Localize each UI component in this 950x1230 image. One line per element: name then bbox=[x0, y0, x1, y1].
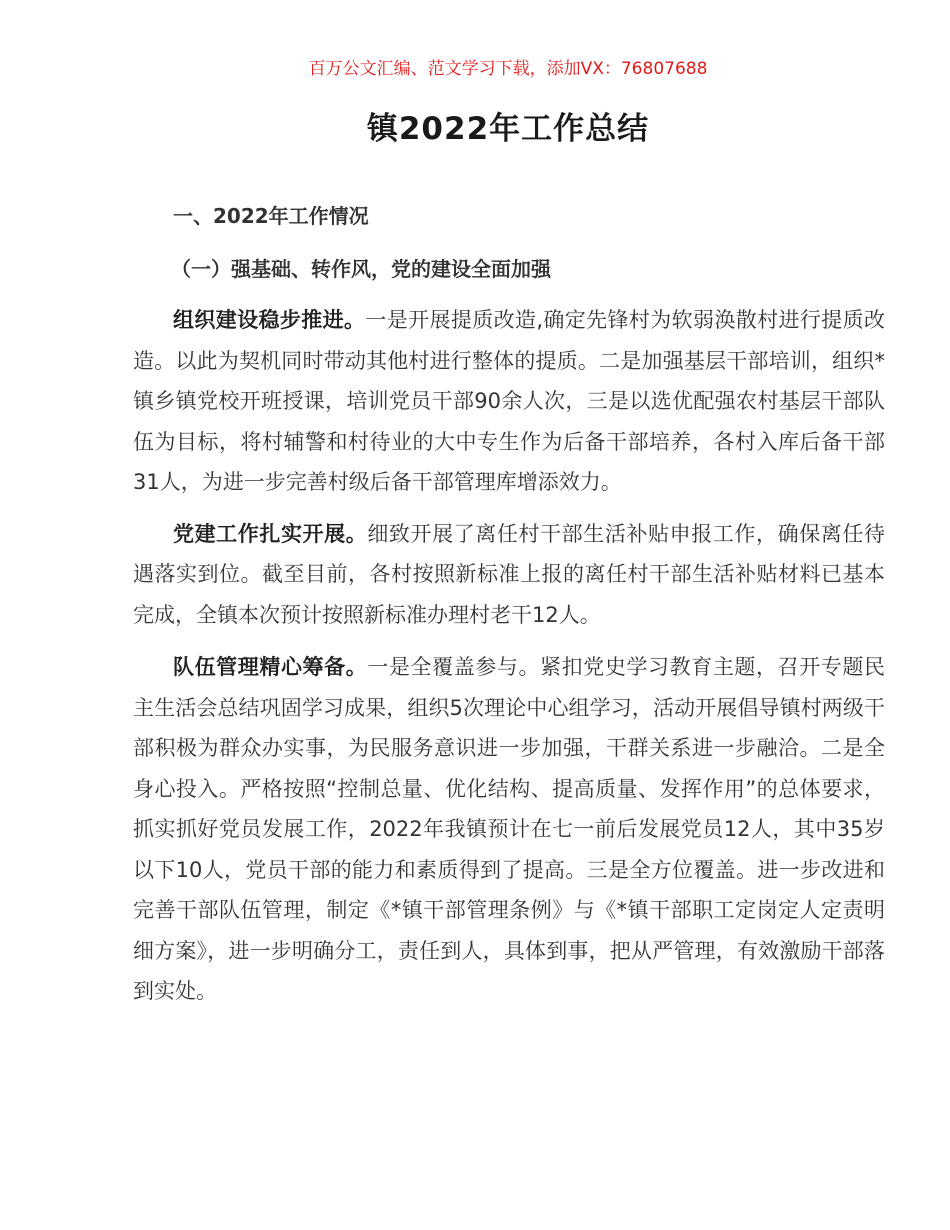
paragraph-lead: 队伍管理精心筹备。 bbox=[173, 655, 368, 679]
paragraph-organization bbox=[133, 300, 885, 503]
document-body bbox=[133, 196, 885, 1012]
paragraph-lead: 党建工作扎实开展。 bbox=[173, 521, 368, 546]
paragraph-team-management bbox=[133, 647, 885, 1012]
paragraph-text: 细致开展了离任村干部生活补贴申报工作，确保离任待遇落实到位。截至目前，各村按照新标准上报的离任村干部生活补贴材料已基本完成，全镇本次预计按照新标准办理村老干12人。 bbox=[133, 521, 885, 627]
paragraph-text: 一是全覆盖参与。紧扣党史学习教育主题，召开专题民主生活会总结巩固学习成果，组织5次理论中心组学习，活动开展倡导镇村两级干部积极为群众办实事，为民服务意识进一步加强，干群关系进一步融洽。二是全身心投入。严格按照“控制总量、优化结构、提高质量、发挥作用”的总体要求，抓实抓好党员发展工作，2022年我镇预计在七一前后发展党员12人，其中35岁以下10人，党员干部的能力和素质得到了提高。三是全方位覆盖。进一步改进和完善干部队伍管理，制定《*镇干部管理条例》与《*镇干部职工定岗定人定责明细方案》，进一步明确分工，责任到人，具体到事，把从严管理，有效激励干部落到实处。 bbox=[133, 655, 885, 1003]
section-heading: 一、2022年工作情况 bbox=[173, 204, 369, 228]
document-title: 镇2022年工作总结 bbox=[366, 110, 650, 147]
paragraph-text: 一是开展提质改造,确定先锋村为软弱涣散村进行提质改造。以此为契机同时带动其他村进行整体的提质。二是加强基层干部培训，组织*镇乡镇党校开班授课，培训党员干部90余人次，三是以选优配强农村基层干部队伍为目标，将村辅警和村待业的大中专生作为后备干部培养，各村入库后备干部31人，为进一步完善村级后备干部管理库增添效力。 bbox=[133, 308, 885, 494]
paragraph-lead: 组织建设稳步推进。 bbox=[173, 308, 366, 332]
paragraph-party-building bbox=[133, 514, 885, 636]
watermark-banner: 百万公文汇编、范文学习下载，添加VX：76807688 bbox=[308, 59, 708, 79]
subsection-heading: （一）强基础、转作风，党的建设全面加强 bbox=[171, 257, 551, 281]
